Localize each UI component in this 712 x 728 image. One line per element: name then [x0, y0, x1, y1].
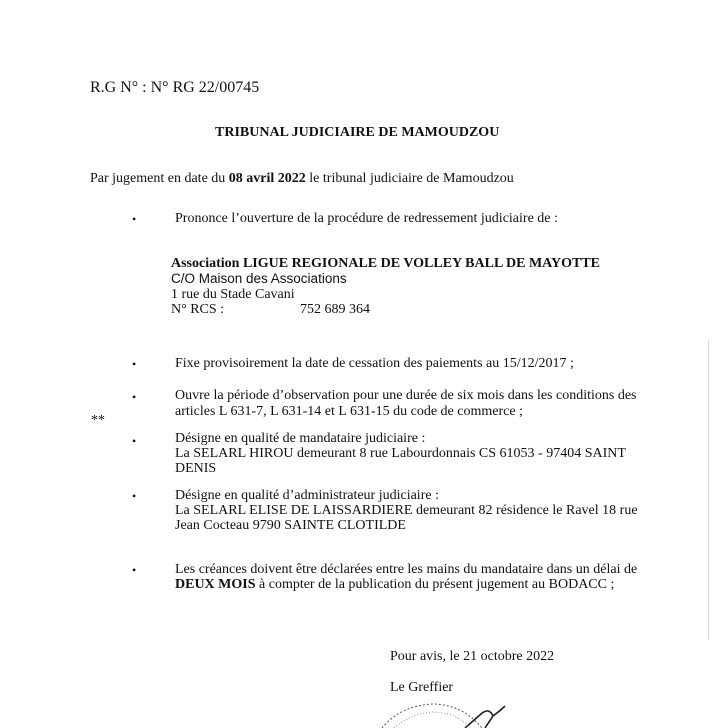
intro-prefix: Par jugement en date du [90, 171, 229, 186]
item-creances-line-2 [175, 577, 614, 593]
item-administrateur-line-1: Désigne en qualité d’administrateur judiciaire : [175, 488, 439, 503]
signatory: Le Greffier [390, 680, 454, 695]
bullet: • [132, 563, 137, 577]
entity-rcs-value: 752 689 364 [300, 302, 370, 317]
judgment-intro [90, 171, 514, 187]
item-opening-procedure: Prononce l’ouverture de la procédure de redressement judiciaire de : [175, 211, 558, 226]
bullet: • [132, 434, 137, 448]
entity-address-line-2: 1 rue du Stade Cavani [171, 287, 295, 302]
item-creances-line-1: Les créances doivent être déclarées entre les mains du mandataire dans un délai de [175, 562, 638, 577]
item-administrateur-line-3: Jean Cocteau 9790 SAINTE CLOTILDE [175, 518, 406, 533]
item-cessation-date: Fixe provisoirement la date de cessation des paiements au 15/12/2017 ; [175, 356, 574, 371]
intro-suffix: le tribunal judiciaire de Mamoudzou [305, 171, 514, 186]
item-observation-line-1: Ouvre la période d’observation pour une durée de six mois dans les conditions des [175, 388, 637, 403]
entity-rcs-label: N° RCS : [171, 302, 225, 317]
bullet: • [132, 357, 137, 371]
scan-edge [708, 340, 709, 640]
notice-date: Pour avis, le 21 octobre 2022 [390, 649, 555, 664]
item-observation-line-2: articles L 631-7, L 631-14 et L 631-15 du code de commerce ; [175, 404, 523, 419]
case-number: R.G N° : N° RG 22/00745 [90, 79, 260, 96]
margin-marker: ** [91, 413, 105, 428]
signature-icon [455, 704, 515, 728]
bullet: • [132, 212, 137, 226]
item-mandataire-line-3: DENIS [175, 461, 217, 476]
entity-name: Association LIGUE REGIONALE DE VOLLEY BALL DE MAYOTTE [171, 256, 601, 271]
court-title: TRIBUNAL JUDICIAIRE DE MAMOUDZOU [215, 125, 500, 140]
item-mandataire-line-1: Désigne en qualité de mandataire judiciaire : [175, 431, 426, 446]
entity-address-line-1: C/O Maison des Associations [171, 271, 347, 286]
bullet: • [132, 489, 137, 503]
deadline-rest: à compter de la publication du présent jugement au BODACC ; [255, 577, 615, 592]
item-mandataire-line-2: La SELARL HIROU demeurant 8 rue Labourdonnais CS 61053 - 97404 SAINT [175, 446, 626, 461]
judgment-date: 08 avril 2022 [228, 171, 306, 186]
bullet: • [132, 390, 137, 404]
item-administrateur-line-2: La SELARL ELISE DE LAISSARDIERE demeurant 82 résidence le Ravel 18 rue [175, 503, 638, 518]
deadline-bold: DEUX MOIS [175, 577, 256, 592]
